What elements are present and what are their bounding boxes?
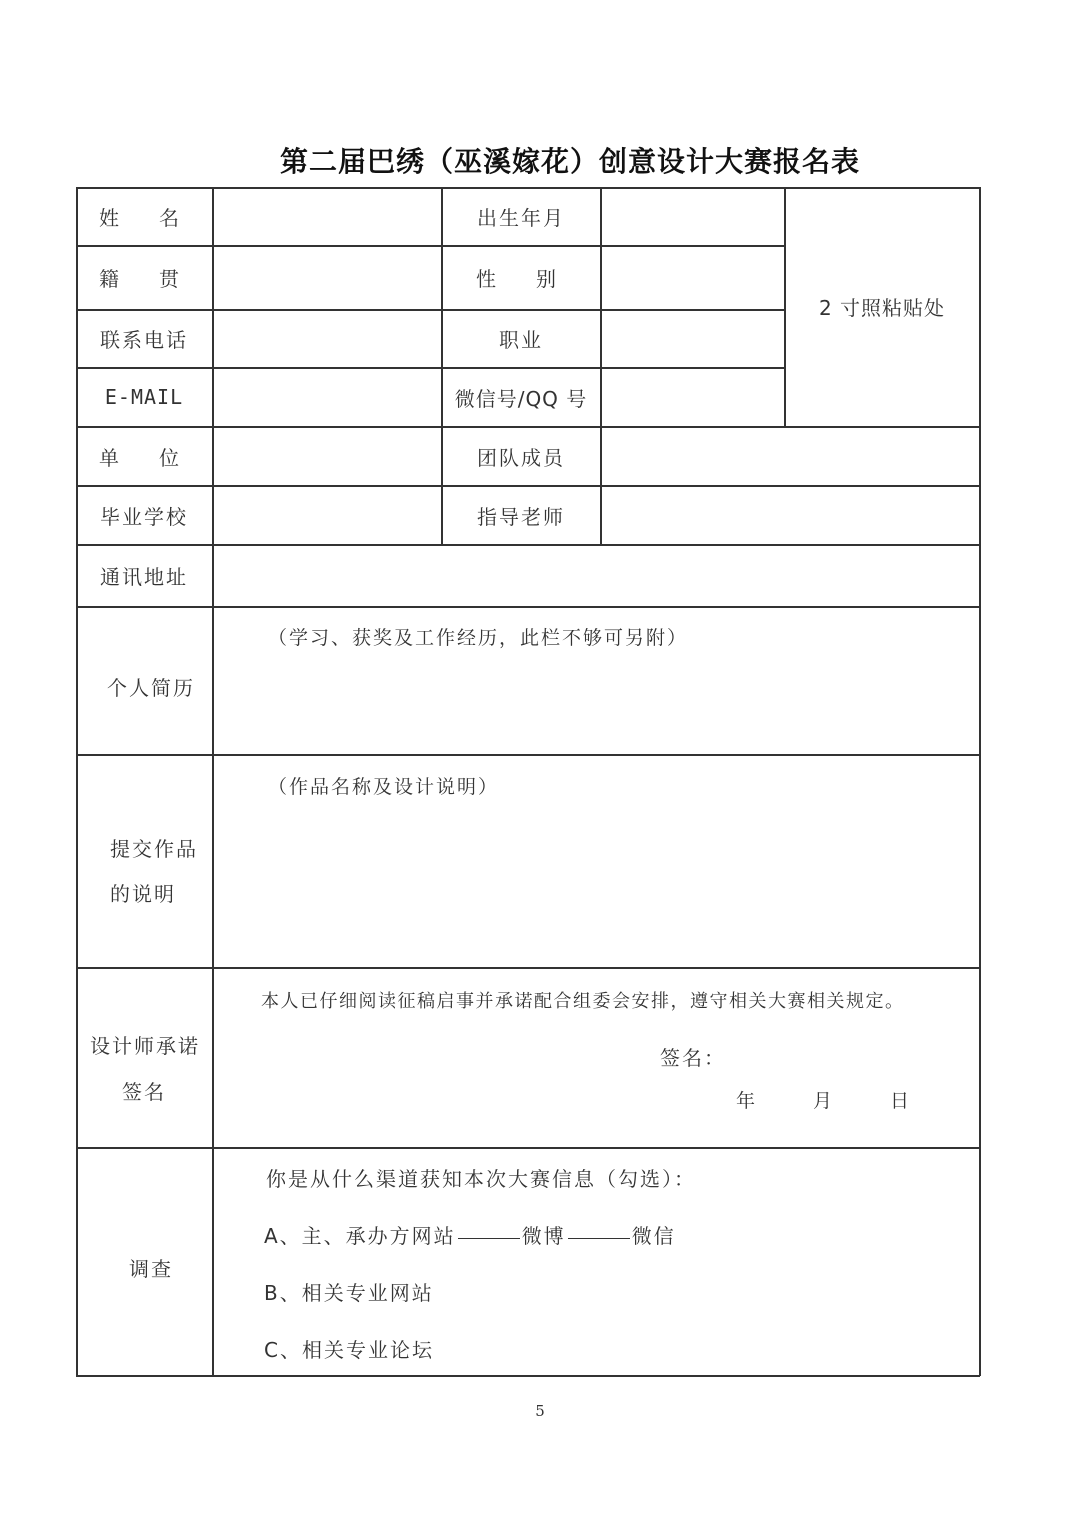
school-input-cell[interactable]	[213, 486, 441, 544]
advisor-input-cell[interactable]	[601, 486, 979, 544]
team-input-cell[interactable]	[601, 427, 979, 485]
page-number: 5	[535, 1402, 545, 1420]
option-a-blank-2[interactable]	[568, 1238, 630, 1239]
label-gender: 性 别	[476, 267, 566, 291]
option-a-blank-1[interactable]	[458, 1238, 520, 1239]
option-a-wechat: 微信	[631, 1224, 676, 1248]
label-phone: 联系电话	[100, 328, 188, 352]
label-address: 通讯地址	[100, 565, 188, 589]
occupation-input-cell[interactable]	[601, 310, 784, 367]
date-month: 月	[813, 1090, 835, 1112]
label-advisor: 指导老师	[477, 504, 565, 529]
address-input-cell[interactable]	[213, 545, 979, 606]
phone-input-cell[interactable]	[213, 310, 441, 367]
label-pledge-line2: 签名	[122, 1080, 166, 1104]
label-wechat-qq: 微信号/QQ 号	[454, 386, 588, 411]
form-title: 第二届巴绣（巫溪嫁花）创意设计大赛报名表	[279, 145, 860, 178]
label-occupation: 职业	[499, 328, 543, 352]
survey-option-c[interactable]: C、相关专业论坛	[264, 1338, 434, 1362]
label-works-line2: 的说明	[110, 882, 176, 906]
label-pledge-line1: 设计师承诺	[90, 1034, 200, 1058]
date-year: 年	[736, 1090, 758, 1112]
label-survey: 调查	[129, 1257, 173, 1281]
unit-input-cell[interactable]	[213, 427, 441, 485]
label-email: E-MAIL	[104, 385, 184, 409]
label-unit: 单 位	[99, 445, 189, 470]
label-works-line1: 提交作品	[110, 837, 198, 861]
label-native-place: 籍 贯	[99, 267, 189, 291]
email-input-cell[interactable]	[213, 368, 441, 426]
survey-option-a[interactable]	[264, 1220, 676, 1249]
sign-label: 签名：	[660, 1046, 726, 1070]
resume-input-area[interactable]	[213, 657, 979, 753]
wechat-qq-input-cell[interactable]	[601, 368, 784, 426]
table-border-right	[979, 187, 981, 1376]
works-hint: （作品名称及设计说明）	[268, 776, 500, 798]
label-team: 团队成员	[477, 445, 565, 470]
option-a-weibo: 微博	[521, 1224, 566, 1248]
label-resume: 个人简历	[107, 675, 195, 700]
label-name: 姓 名	[99, 205, 189, 230]
resume-hint: （学习、获奖及工作经历，此栏不够可另附）	[268, 627, 689, 649]
native-place-input-cell[interactable]	[213, 246, 441, 309]
label-school: 毕业学校	[100, 504, 188, 529]
gender-input-cell[interactable]	[601, 246, 784, 309]
photo-placeholder[interactable]: 2 寸照粘贴处	[818, 296, 946, 320]
works-input-area[interactable]	[213, 807, 979, 965]
signature-field[interactable]	[716, 1033, 936, 1073]
birth-input-cell[interactable]	[601, 187, 784, 245]
registration-form-table	[76, 187, 980, 1376]
date-day: 日	[890, 1090, 912, 1112]
name-input-cell[interactable]	[213, 187, 441, 245]
label-birth: 出生年月	[477, 205, 565, 230]
option-a-prefix: A、主、承办方网站	[264, 1224, 456, 1248]
pledge-text: 本人已仔细阅读征稿启事并承诺配合组委会安排，遵守相关大赛相关规定。	[261, 991, 905, 1012]
survey-question: 你是从什么渠道获知本次大赛信息（勾选）：	[266, 1167, 696, 1191]
survey-option-b[interactable]: B、相关专业网站	[264, 1281, 434, 1305]
